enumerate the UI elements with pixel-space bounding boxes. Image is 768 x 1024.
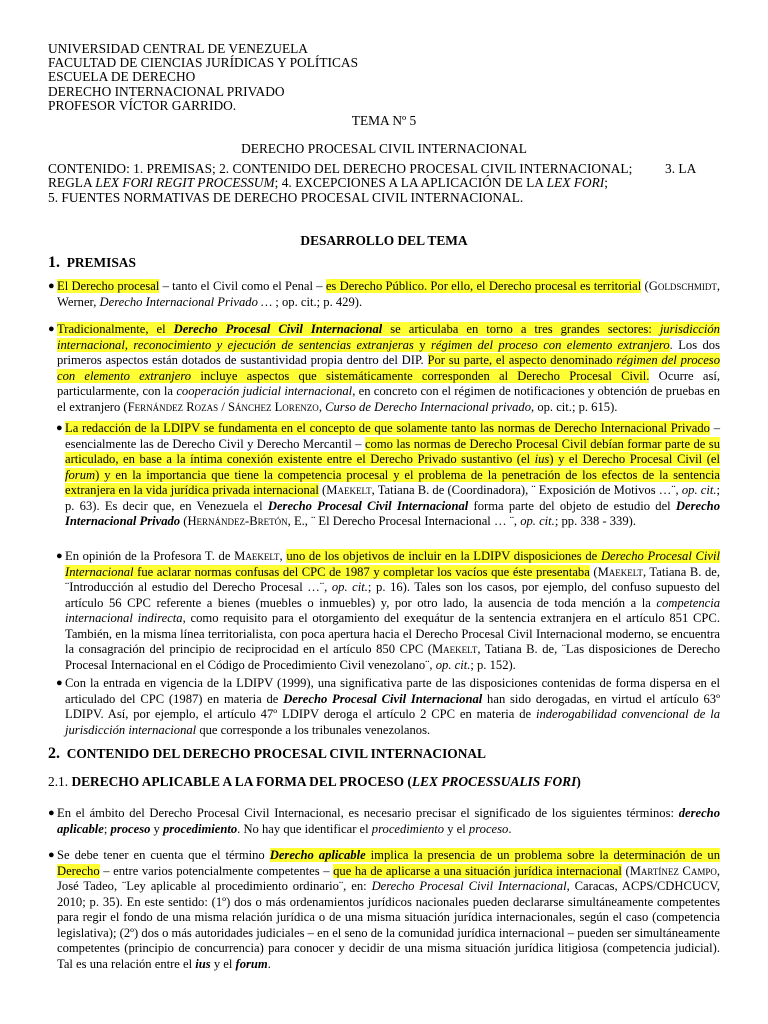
bullet-icon: ●	[56, 422, 63, 434]
document-header	[48, 42, 358, 113]
bullet-icon: ●	[48, 807, 55, 819]
header-professor: PROFESOR VÍCTOR GARRIDO.	[48, 97, 237, 113]
bullet-icon: ●	[48, 323, 55, 335]
paragraph-3: ● La redacción de la LDIPV se fundamenta en el concepto de que solamente tanto las normas de Derecho Internacional Privado – esencialmente las de Derecho Civil y Derecho Mercantil – como las normas de Derecho Procesal Civil debían formar parte de su articulado, en base a la íntima conexión existente entre el Derecho Privado sustantivo (el ius) y el Derecho Procesal Civil (el forum) y en la importancia que tiene la competencia procesal y el problema de la penetración de los efectos de la sentencia extranjera en la vida jurídica privada internacional (Maekelt, Tatiana B. de (Coordinadora), ¨ Exposición de Motivos …¨, op. cit.; p. 63). Es decir que, en Venezuela el Derecho Procesal Civil Internacional forma parte del objeto de estudio del Derecho Internacional Privado (Hernández-Bretón, E., ¨ El Derecho Procesal Internacional … ¨, op. cit.; pp. 338 - 339).	[56, 421, 720, 528]
paragraph-2: ● Tradicionalmente, el Derecho Procesal Civil Internacional se articulaba en torno a tres grandes sectores: jurisdicción internacional, reconocimiento y ejecución de sentencias extranjeras y régimen del proceso con elemento extranjero. Los dos primeros aspectos están dotados de sustantividad propia dentro del DIP. Por su parte, el aspecto denominado régimen del proceso con elemento extranjero incluye aspectos que sistemáticamente corresponden al Derecho Procesal Civil. Ocurre así, particularmente, con la cooperación judicial internacional, en concreto con el régimen de notificaciones y obtención de pruebas en el extranjero (Fernández Rozas / Sánchez Lorenzo, Curso de Derecho Internacional privado, op. cit.; p. 615).	[48, 322, 720, 414]
header-school: ESCUELA DE DERECHO	[48, 69, 196, 85]
section-1-heading: 1. PREMISAS	[48, 254, 136, 271]
paragraph-6: ● En el ámbito del Derecho Procesal Civil Internacional, es necesario precisar el significado de los siguientes términos: derecho aplicable; proceso y procedimiento. No hay que identificar el procedimiento y el proceso.	[48, 806, 720, 836]
contenido-line1: CONTENIDO: 1. PREMISAS; 2. CONTENIDO DEL DERECHO PROCESAL CIVIL INTERNACIONAL;	[48, 161, 633, 176]
paragraph-4: ● En opinión de la Profesora T. de Maekelt, uno de los objetivos de incluir en la LDIPV disposiciones de Derecho Procesal Civil Internacional fue aclarar normas confusas del CPC de 1987 y completar los vacíos que éste presentaba (Maekelt, Tatiana B. de, ¨Introducción al estudio del Derecho Procesal …¨, op. cit.; p. 16). Tales son los casos, por ejemplo, del confuso supuesto del artículo 56 CPC referente a bienes (muebles o inmuebles) y, por otro lado, la ausencia de toda mención a la competencia internacional indirecta, como requisito para el otorgamiento del exequátur de la sentencia extranjera en el artículo 851 CPC. También, en la misma línea territorialista, con poca apertura hacia el Derecho Procesal Civil Internacional moderno, se encuentra la consagración del principio de reciprocidad en el artículo 850 CPC (Maekelt, Tatiana B. de, ¨Las disposiciones de Derecho Procesal Internacional en el Código de Procedimiento Civil venezolano¨, op. cit.; p. 152).	[56, 549, 721, 672]
contenido-line3: 5. FUENTES NORMATIVAS DE DERECHO PROCESAL CIVIL INTERNACIONAL.	[48, 189, 524, 205]
header-faculty: FACULTAD DE CIENCIAS JURÍDICAS Y POLÍTICAS	[48, 55, 359, 71]
bullet-icon: ●	[56, 677, 63, 689]
paragraph-7: ● Se debe tener en cuenta que el término Derecho aplicable implica la presencia de un problema sobre la determinación de un Derecho – entre varios potencialmente competentes – que ha de aplicarse a una situación jurídica internacional (Martínez Campo, José Tadeo, ¨Ley aplicable al procedimiento ordinario¨, en: Derecho Procesal Civil Internacional, Caracas, ACPS/CDHCUCV, 2010; p. 35). En este sentido: (1º) dos o más ordenamientos jurídicos nacionales pueden declararse simultáneamente competentes para regir el fondo de una misma relación jurídica o de una misma situación jurídica internacionales, según el caso (competencia legislativa); (2º) dos o más autoridades judiciales – en el seno de la comunidad jurídica internacional – pueden ser simultáneamente competentes (principio de concurrencia) para conocer y decidir de una misma situación jurídica litigiosa (competencia judicial). Tal es una relación entre el ius y el forum.	[48, 848, 720, 971]
contenido-line2: REGLA LEX FORI REGIT PROCESSUM; 4. EXCEPCIONES A LA APLICACIÓN DE LA LEX FORI;	[48, 175, 608, 191]
bullet-icon: ●	[56, 550, 63, 562]
header-course: DERECHO INTERNACIONAL PRIVADO	[48, 83, 285, 99]
contenido-block	[48, 162, 728, 205]
desarrollo-heading: DESARROLLO DEL TEMA	[300, 233, 468, 248]
bullet-icon: ●	[48, 280, 55, 292]
paragraph-1: ● El Derecho procesal – tanto el Civil como el Penal – es Derecho Público. Por ello, el Derecho procesal es territorial (Goldschmidt, Werner, Derecho Internacional Privado … ; op. cit.; p. 429).	[48, 279, 720, 309]
header-university: UNIVERSIDAD CENTRAL DE VENEZUELA	[48, 41, 308, 56]
paragraph-5: ● Con la entrada en vigencia de la LDIPV (1999), una significativa parte de las disposiciones contenidas de forma dispersa en el articulado del CPC (1987) en materia de Derecho Procesal Civil Internacional han sido derogadas, en virtud el artículo 63º LDIPV. Así, por ejemplo, el artículo 47º LDIPV deroga el artículo 2 CPC en materia de inderogabilidad convencional de la jurisdicción internacional que corresponde a los tribunales venezolanos.	[56, 676, 721, 737]
contenido-line1-end: 3. LA	[665, 161, 697, 176]
section-2-heading: 2. CONTENIDO DEL DERECHO PROCESAL CIVIL INTERNACIONAL	[48, 745, 486, 762]
tema-number: TEMA Nº 5	[351, 113, 417, 128]
section-2-1-heading: 2.1. DERECHO APLICABLE A LA FORMA DEL PROCESO (LEX PROCESSUALIS FORI)	[48, 774, 581, 789]
document-title: DERECHO PROCESAL CIVIL INTERNACIONAL	[241, 141, 527, 156]
bullet-icon: ●	[48, 849, 55, 861]
